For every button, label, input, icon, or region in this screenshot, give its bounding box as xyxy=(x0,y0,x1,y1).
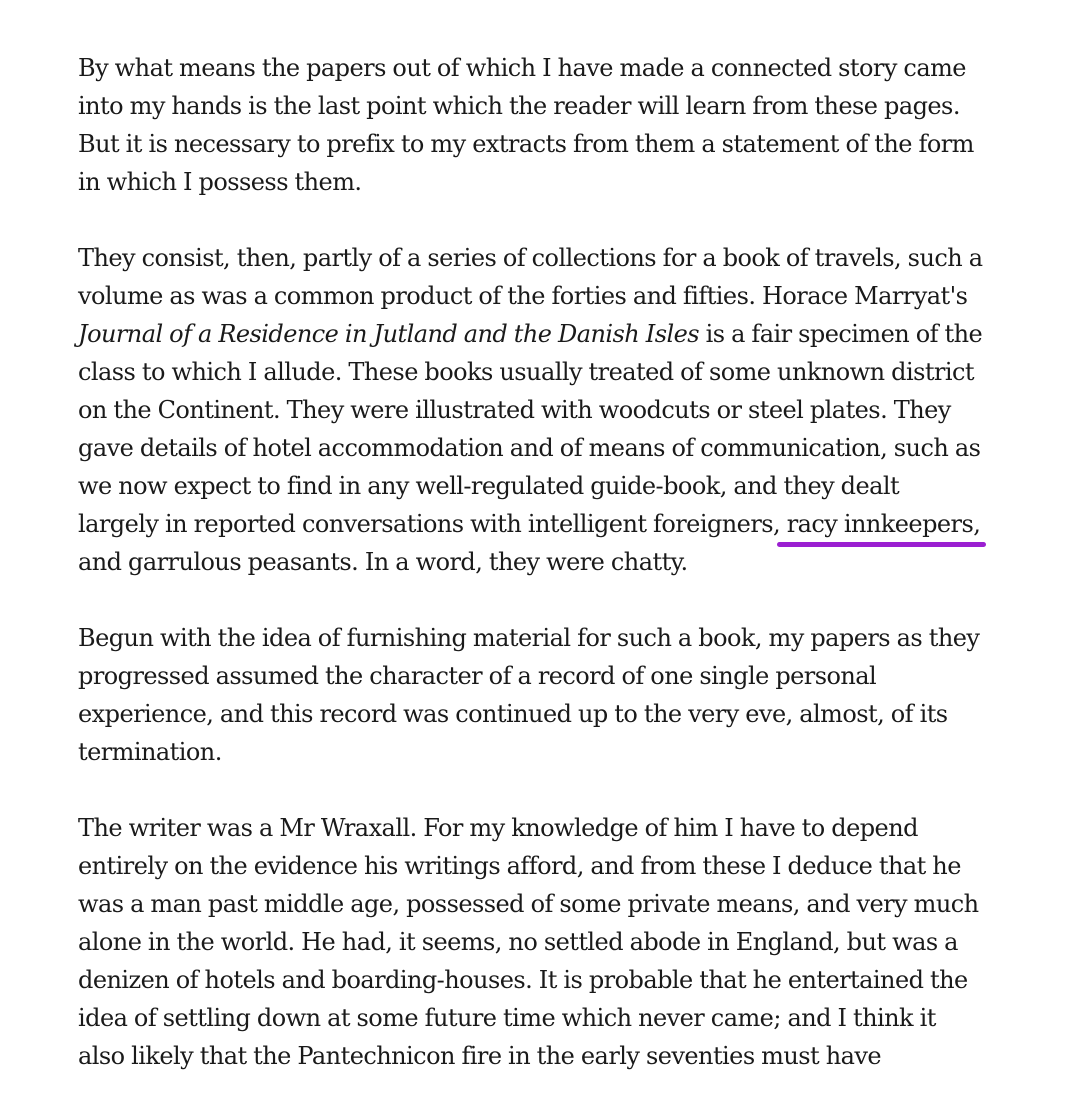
paragraph-4 xyxy=(78,809,1018,1075)
text-line: denizen of hotels and boarding-houses. It is probable that he entertained the xyxy=(78,966,968,994)
text-line: class to which I allude. These books usually treated of some unknown district xyxy=(78,358,974,386)
text-line: volume as was a common product of the forties and fifties. Horace Marryat's xyxy=(78,282,968,310)
text-line xyxy=(78,505,1018,543)
text-line: But it is necessary to prefix to my extracts from them a statement of the form xyxy=(78,130,974,158)
paragraph-2 xyxy=(78,239,1018,581)
text-span: largely in reported conversations with intelligent foreigners xyxy=(78,510,774,538)
text-line: we now expect to find in any well-regulated guide-book, and they dealt xyxy=(78,472,900,500)
text-line: termination. xyxy=(78,738,222,766)
text-line: The writer was a Mr Wraxall. For my knowledge of him I have to depend xyxy=(78,814,918,842)
text-line: also likely that the Pantechnicon fire in the early seventies must have xyxy=(78,1042,882,1070)
text-line: was a man past middle age, possessed of some private means, and very much xyxy=(78,890,979,918)
paragraph-3 xyxy=(78,619,1018,771)
book-title-italic: Journal of a Residence in Jutland and the Danish Isles xyxy=(78,320,700,348)
text-line xyxy=(78,315,1018,353)
text-highlight-underline[interactable]: , racy innkeepers, xyxy=(773,505,980,543)
text-line: alone in the world. He had, it seems, no settled abode in England, but was a xyxy=(78,928,958,956)
text-line: on the Continent. They were illustrated with woodcuts or steel plates. They xyxy=(78,396,951,424)
text-line: into my hands is the last point which the reader will learn from these pages. xyxy=(78,92,960,120)
text-line: gave details of hotel accommodation and of means of communication, such as xyxy=(78,434,981,462)
text-line: Begun with the idea of furnishing material for such a book, my papers as they xyxy=(78,624,980,652)
text-line: By what means the papers out of which I have made a connected story came xyxy=(78,54,966,82)
text-line: idea of settling down at some future time which never came; and I think it xyxy=(78,1004,936,1032)
text-line: and garrulous peasants. In a word, they were chatty. xyxy=(78,548,688,576)
text-line: entirely on the evidence his writings afford, and from these I deduce that he xyxy=(78,852,961,880)
text-line: in which I possess them. xyxy=(78,168,362,196)
text-line: progressed assumed the character of a record of one single personal xyxy=(78,662,877,690)
text-span: is a fair specimen of the xyxy=(699,320,983,348)
book-text xyxy=(78,49,1018,1113)
paragraph-1 xyxy=(78,49,1018,201)
text-line: They consist, then, partly of a series of collections for a book of travels, such a xyxy=(78,244,983,272)
text-line: experience, and this record was continued up to the very eve, almost, of its xyxy=(78,700,948,728)
